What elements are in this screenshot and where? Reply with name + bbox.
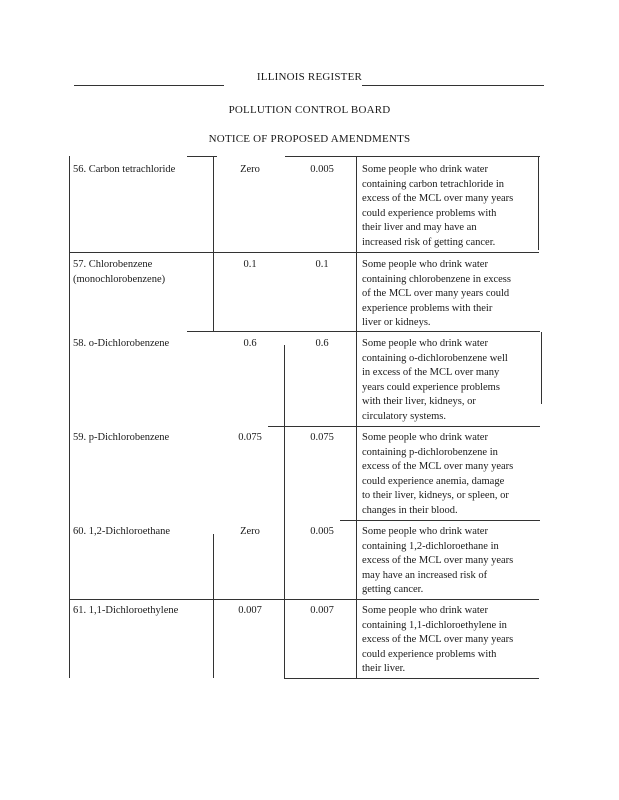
health-effects-line: changes in their blood. [362,504,458,516]
mclg-value: 0.007 [238,605,262,616]
header-rule-right [362,85,544,86]
notice-title: NOTICE OF PROPOSED AMENDMENTS [208,133,411,145]
health-effects-line: their liver and may have an [362,222,477,233]
health-effects-line: could experience problems with [362,648,497,660]
row-rule-3 [268,426,540,427]
table-top-rule-right [285,156,540,157]
mcl-value: 0.005 [310,526,334,537]
health-effects-line: Some people who drink water [362,259,488,270]
mcl-value: 0.005 [310,164,334,175]
health-effects-line: in excess of the MCL over many [362,367,500,378]
contaminant-name: 61. 1,1-Dichloroethylene [73,605,179,616]
row-rule-4 [340,520,540,521]
health-effects [362,604,542,677]
health-effects-line: years could experience problems [362,381,500,393]
contaminant-name: 58. o-Dichlorobenzene [73,338,170,349]
col-divider-2 [284,345,285,678]
health-effects-line: containing chlorobenzene in excess [362,273,511,285]
health-effects-line: getting cancer. [362,584,424,595]
health-effects [362,163,542,250]
health-effects-line: containing o-dichlorobenzene well [362,352,508,364]
mcl-value: 0.007 [310,605,334,616]
row-rule-2 [187,331,540,332]
row-rule-5 [69,599,539,600]
health-effects-line: with their liver, kidneys, or [362,396,476,407]
contaminant-name: 60. 1,2-Dichloroethane [73,526,171,537]
table-bottom-rule [284,678,539,679]
mclg-value: 0.6 [243,338,257,349]
health-effects-line: excess of the MCL over many years [362,555,514,566]
contaminant-name: 59. p-Dichlorobenzene [73,432,170,443]
health-effects [362,258,542,331]
health-effects-line: may have an increased risk of [362,569,488,581]
health-effects-line: Some people who drink water [362,605,488,616]
health-effects-line: Some people who drink water [362,164,488,175]
health-effects-line: containing 1,1-dichloroethylene in [362,619,507,631]
health-effects-line: could experience problems with [362,207,497,219]
health-effects-line: containing carbon tetrachloride in [362,178,504,190]
health-effects-line: increased risk of getting cancer. [362,236,496,248]
health-effects-line: excess of the MCL over many years [362,193,514,204]
board-title: POLLUTION CONTROL BOARD [228,104,391,116]
health-effects-line: excess of the MCL over many years [362,634,514,645]
health-effects-line: Some people who drink water [362,338,488,349]
contaminant-name-line: 57. Chlorobenzene [73,259,153,270]
health-effects-line: containing 1,2-dichloroethane in [362,540,499,552]
health-effects [362,525,542,598]
header-rule-left [74,85,224,86]
health-effects-line: circulatory systems. [362,410,446,422]
health-effects-line: Some people who drink water [362,526,488,537]
row-rule-1 [69,252,539,253]
mclg-value: Zero [240,164,260,175]
health-effects-line: excess of the MCL over many years [362,461,514,472]
mclg-value: 0.1 [243,259,257,270]
health-effects-line: could experience anemia, damage [362,475,505,487]
contaminant-name [73,258,165,287]
health-effects-line: of the MCL over many years could [362,288,510,299]
health-effects-line: their liver. [362,663,406,674]
health-effects-line: experience problems with their [362,302,493,314]
health-effects-line: containing p-dichlorobenzene in [362,446,498,458]
col-divider-1 [213,156,214,331]
contaminant-name: 56. Carbon tetrachloride [73,164,176,175]
health-effects-line: Some people who drink water [362,432,488,443]
health-effects [362,337,542,424]
mclg-value: Zero [240,526,260,537]
mcl-value: 0.6 [315,338,329,349]
health-effects [362,431,542,518]
health-effects-line: liver or kidneys. [362,317,431,328]
mclg-value: 0.075 [238,432,262,443]
register-title: ILLINOIS REGISTER [256,71,363,83]
col-divider-1-lower [213,534,214,678]
health-effects-line: to their liver, kidneys, or spleen, or [362,490,509,501]
mcl-value: 0.075 [310,432,334,443]
contaminant-name-line: (monochlorobenzene) [73,273,166,285]
mcl-value: 0.1 [315,259,329,270]
